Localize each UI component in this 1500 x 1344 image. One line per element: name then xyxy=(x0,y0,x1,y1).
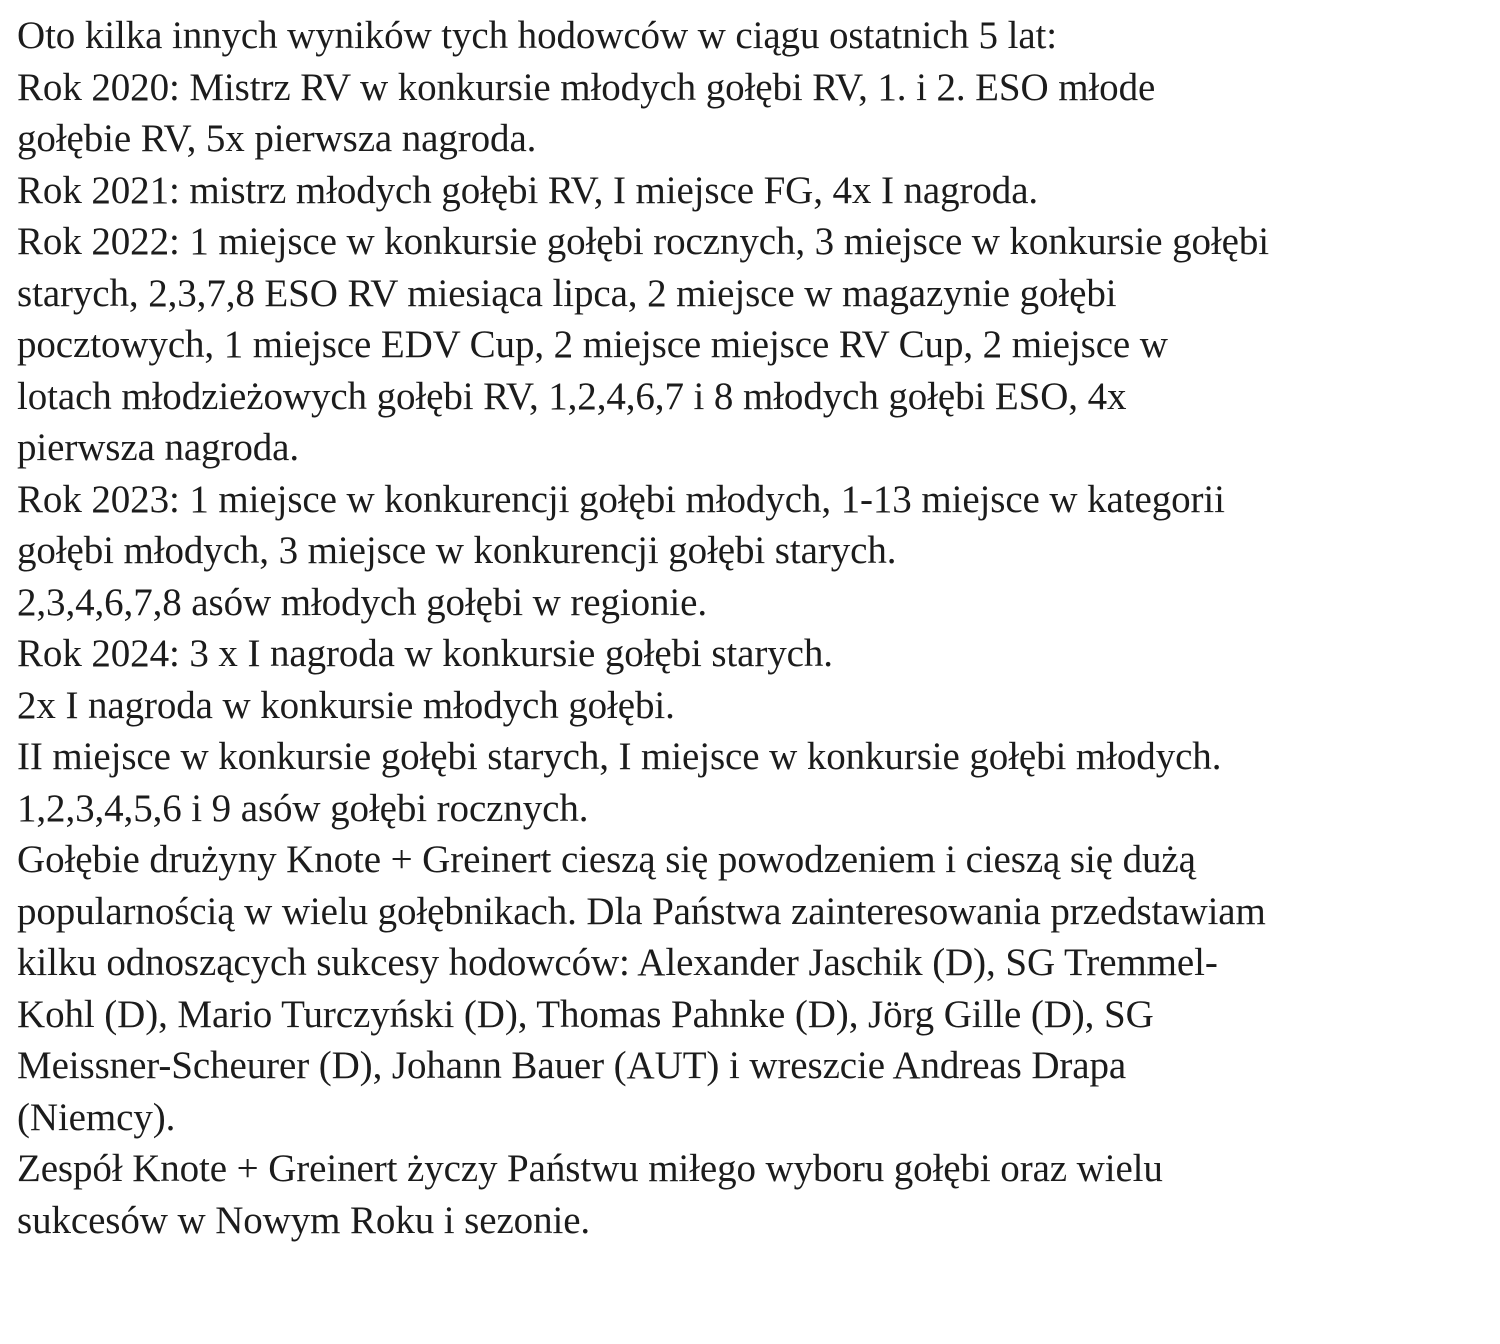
text-line: starych, 2,3,7,8 ESO RV miesiąca lipca, 2 miejsce w magazynie gołębi xyxy=(17,271,1117,315)
text-line-2020: Rok 2020: Mistrz RV w konkursie młodych gołębi RV, 1. i 2. ESO młode xyxy=(17,65,1156,109)
text-line: Meissner-Scheurer (D), Johann Bauer (AUT) i wreszcie Andreas Drapa xyxy=(17,1044,1127,1087)
text-line-2022: Rok 2022: 1 miejsce w konkursie gołębi rocznych, 3 miejsce w konkursie gołębi xyxy=(17,220,1269,263)
text-line-intro: Oto kilka innych wyników tych hodowców w ciągu ostatnich 5 lat: xyxy=(17,14,1058,57)
text-line-closing: Zespół Knote + Greinert życzy Państwu miłego wyboru gołębi oraz wielu xyxy=(17,1147,1163,1190)
text-line: popularnością w wielu gołębnikach. Dla Państwa zainteresowania przedstawiam xyxy=(17,889,1266,933)
text-line: gołębi młodych, 3 miejsce w konkurencji gołębi starych. xyxy=(17,529,897,572)
text-line: sukcesów w Nowym Roku i sezonie. xyxy=(17,1198,591,1242)
text-line: kilku odnoszących sukcesy hodowców: Alexander Jaschik (D), SG Tremmel- xyxy=(17,941,1218,984)
text-line: (Niemcy). xyxy=(17,1095,176,1139)
text-line: gołębie RV, 5x pierwsza nagroda. xyxy=(17,117,537,160)
text-line: 2,3,4,6,7,8 asów młodych gołębi w regionie. xyxy=(17,580,708,624)
text-line: pocztowych, 1 miejsce EDV Cup, 2 miejsce miejsce RV Cup, 2 miejsce w xyxy=(17,323,1168,366)
document-text xyxy=(17,10,1485,1246)
text-line-2024: Rok 2024: 3 x I nagroda w konkursie gołębi starych. xyxy=(17,632,833,675)
text-line: II miejsce w konkursie gołębi starych, I miejsce w konkursie gołębi młodych. xyxy=(17,735,1222,778)
text-line-2021: Rok 2021: mistrz młodych gołębi RV, I miejsce FG, 4x I nagroda. xyxy=(17,168,1039,212)
text-line: 2x I nagroda w konkursie młodych gołębi. xyxy=(17,683,675,727)
text-line-team: Gołębie drużyny Knote + Greinert cieszą się powodzeniem i cieszą się dużą xyxy=(17,838,1196,881)
text-line: pierwsza nagroda. xyxy=(17,426,300,469)
text-line: lotach młodzieżowych gołębi RV, 1,2,4,6,7 i 8 młodych gołębi ESO, 4x xyxy=(17,374,1127,418)
text-line: 1,2,3,4,5,6 i 9 asów gołębi rocznych. xyxy=(17,786,589,830)
text-line: Kohl (D), Mario Turczyński (D), Thomas Pahnke (D), Jörg Gille (D), SG xyxy=(17,992,1154,1036)
text-line-2023: Rok 2023: 1 miejsce w konkurencji gołębi młodych, 1-13 miejsce w kategorii xyxy=(17,477,1225,521)
